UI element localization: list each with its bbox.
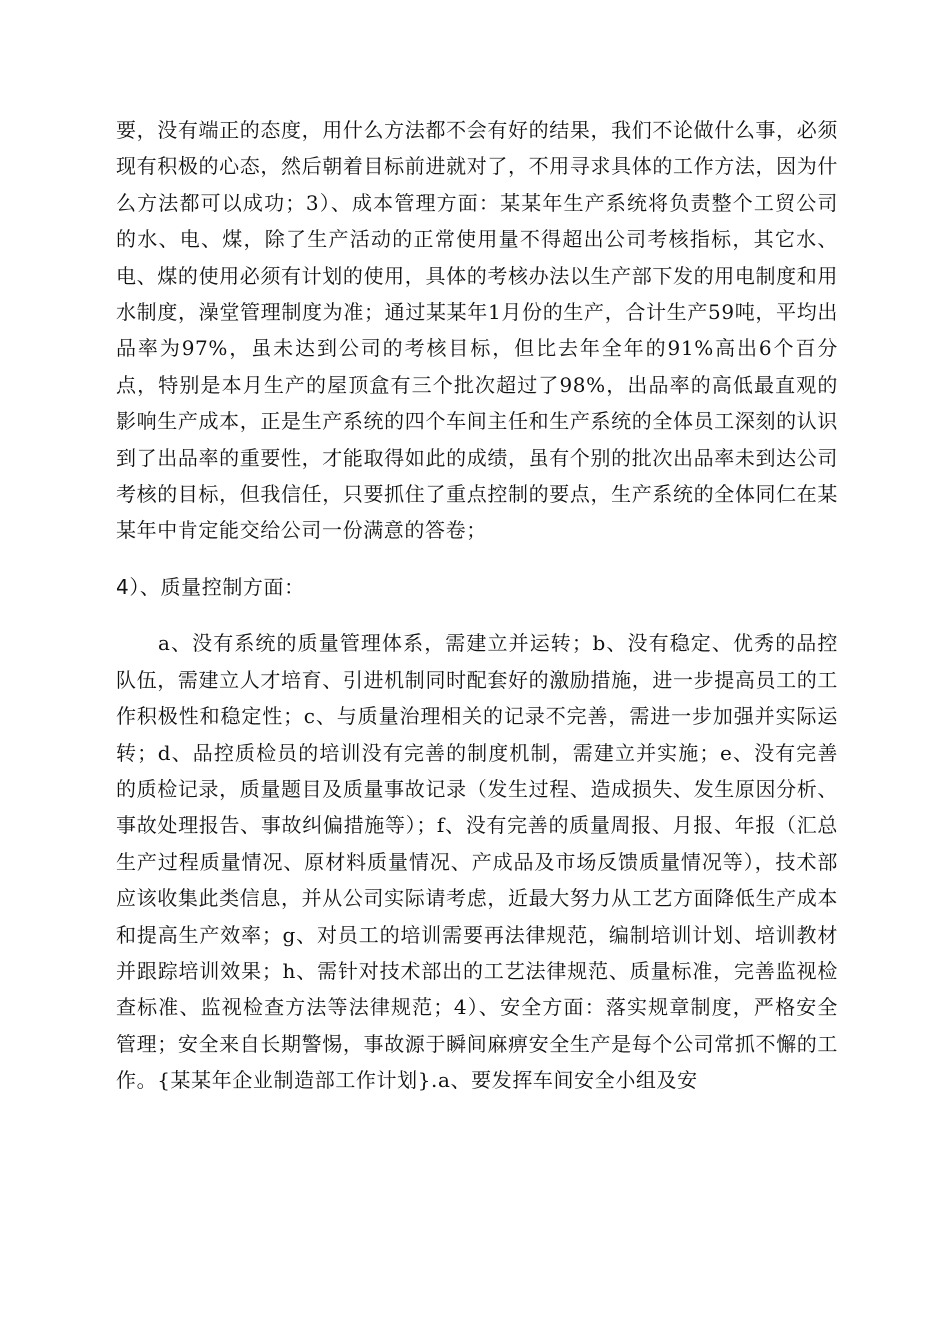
document-body (116, 112, 838, 1099)
paragraph-cost-management: 要，没有端正的态度，用什么方法都不会有好的结果，我们不论做什么事，必须现有积极的心态，然后朝着目标前进就对了，不用寻求具体的工作方法，因为什么方法都可以成功；3）、成本管理方面：某某年生产系统将负责整个工贸公司的水、电、煤，除了生产活动的正常使用量不得超出公司考核指标，其它水、电、煤的使用必须有计划的使用，具体的考核办法以生产部下发的用电制度和用水制度，澡堂管理制度为准；通过某某年1月份的生产，合计生产59吨，平均出品率为97%，虽未达到公司的考核目标，但比去年全年的91%高出6个百分点，特别是本月生产的屋顶盒有三个批次超过了98%，出品率的高低最直观的影响生产成本，正是生产系统的四个车间主任和生产系统的全体员工深刻的认识到了出品率的重要性，才能取得如此的成绩，虽有个别的批次出品率未到达公司考核的目标，但我信任，只要抓住了重点控制的要点，生产系统的全体同仁在某某年中肯定能交给公司一份满意的答卷； (116, 118, 838, 543)
section-heading-quality-control: 4）、质量控制方面： (116, 574, 305, 599)
paragraph-quality-control-items: a、没有系统的质量管理体系，需建立并运转；b、没有稳定、优秀的品控队伍，需建立人才培育、引进机制同时配套好的激励措施，进一步提高员工的工作积极性和稳定性；c、与质量治理相关的记录不完善，需进一步加强并实际运转；d、品控质检员的培训没有完善的制度机制，需建立并实施；e、没有完善的质检记录，质量题目及质量事故记录（发生过程、造成损失、发生原因分析、事故处理报告、事故纠偏措施等）；f、没有完善的质量周报、月报、年报（汇总生产过程质量情况、原材料质量情况、产成品及市场反馈质量情况等），技术部应该收集此类信息，并从公司实际请考虑，近最大努力从工艺方面降低生产成本和提高生产效率；g、对员工的培训需要再法律规范，编制培训计划、培训教材并跟踪培训效果；h、需针对技术部出的工艺法律规范、质量标准，完善监视检查标准、监视检查方法等法律规范；4）、安全方面：落实规章制度，严格安全管理；安全来自长期警惕，事故源于瞬间麻痹安全生产是每个公司常抓不懈的工作。{某某年企业制造部工作计划}.a、要发挥车间安全小组及安 (116, 631, 838, 1093)
